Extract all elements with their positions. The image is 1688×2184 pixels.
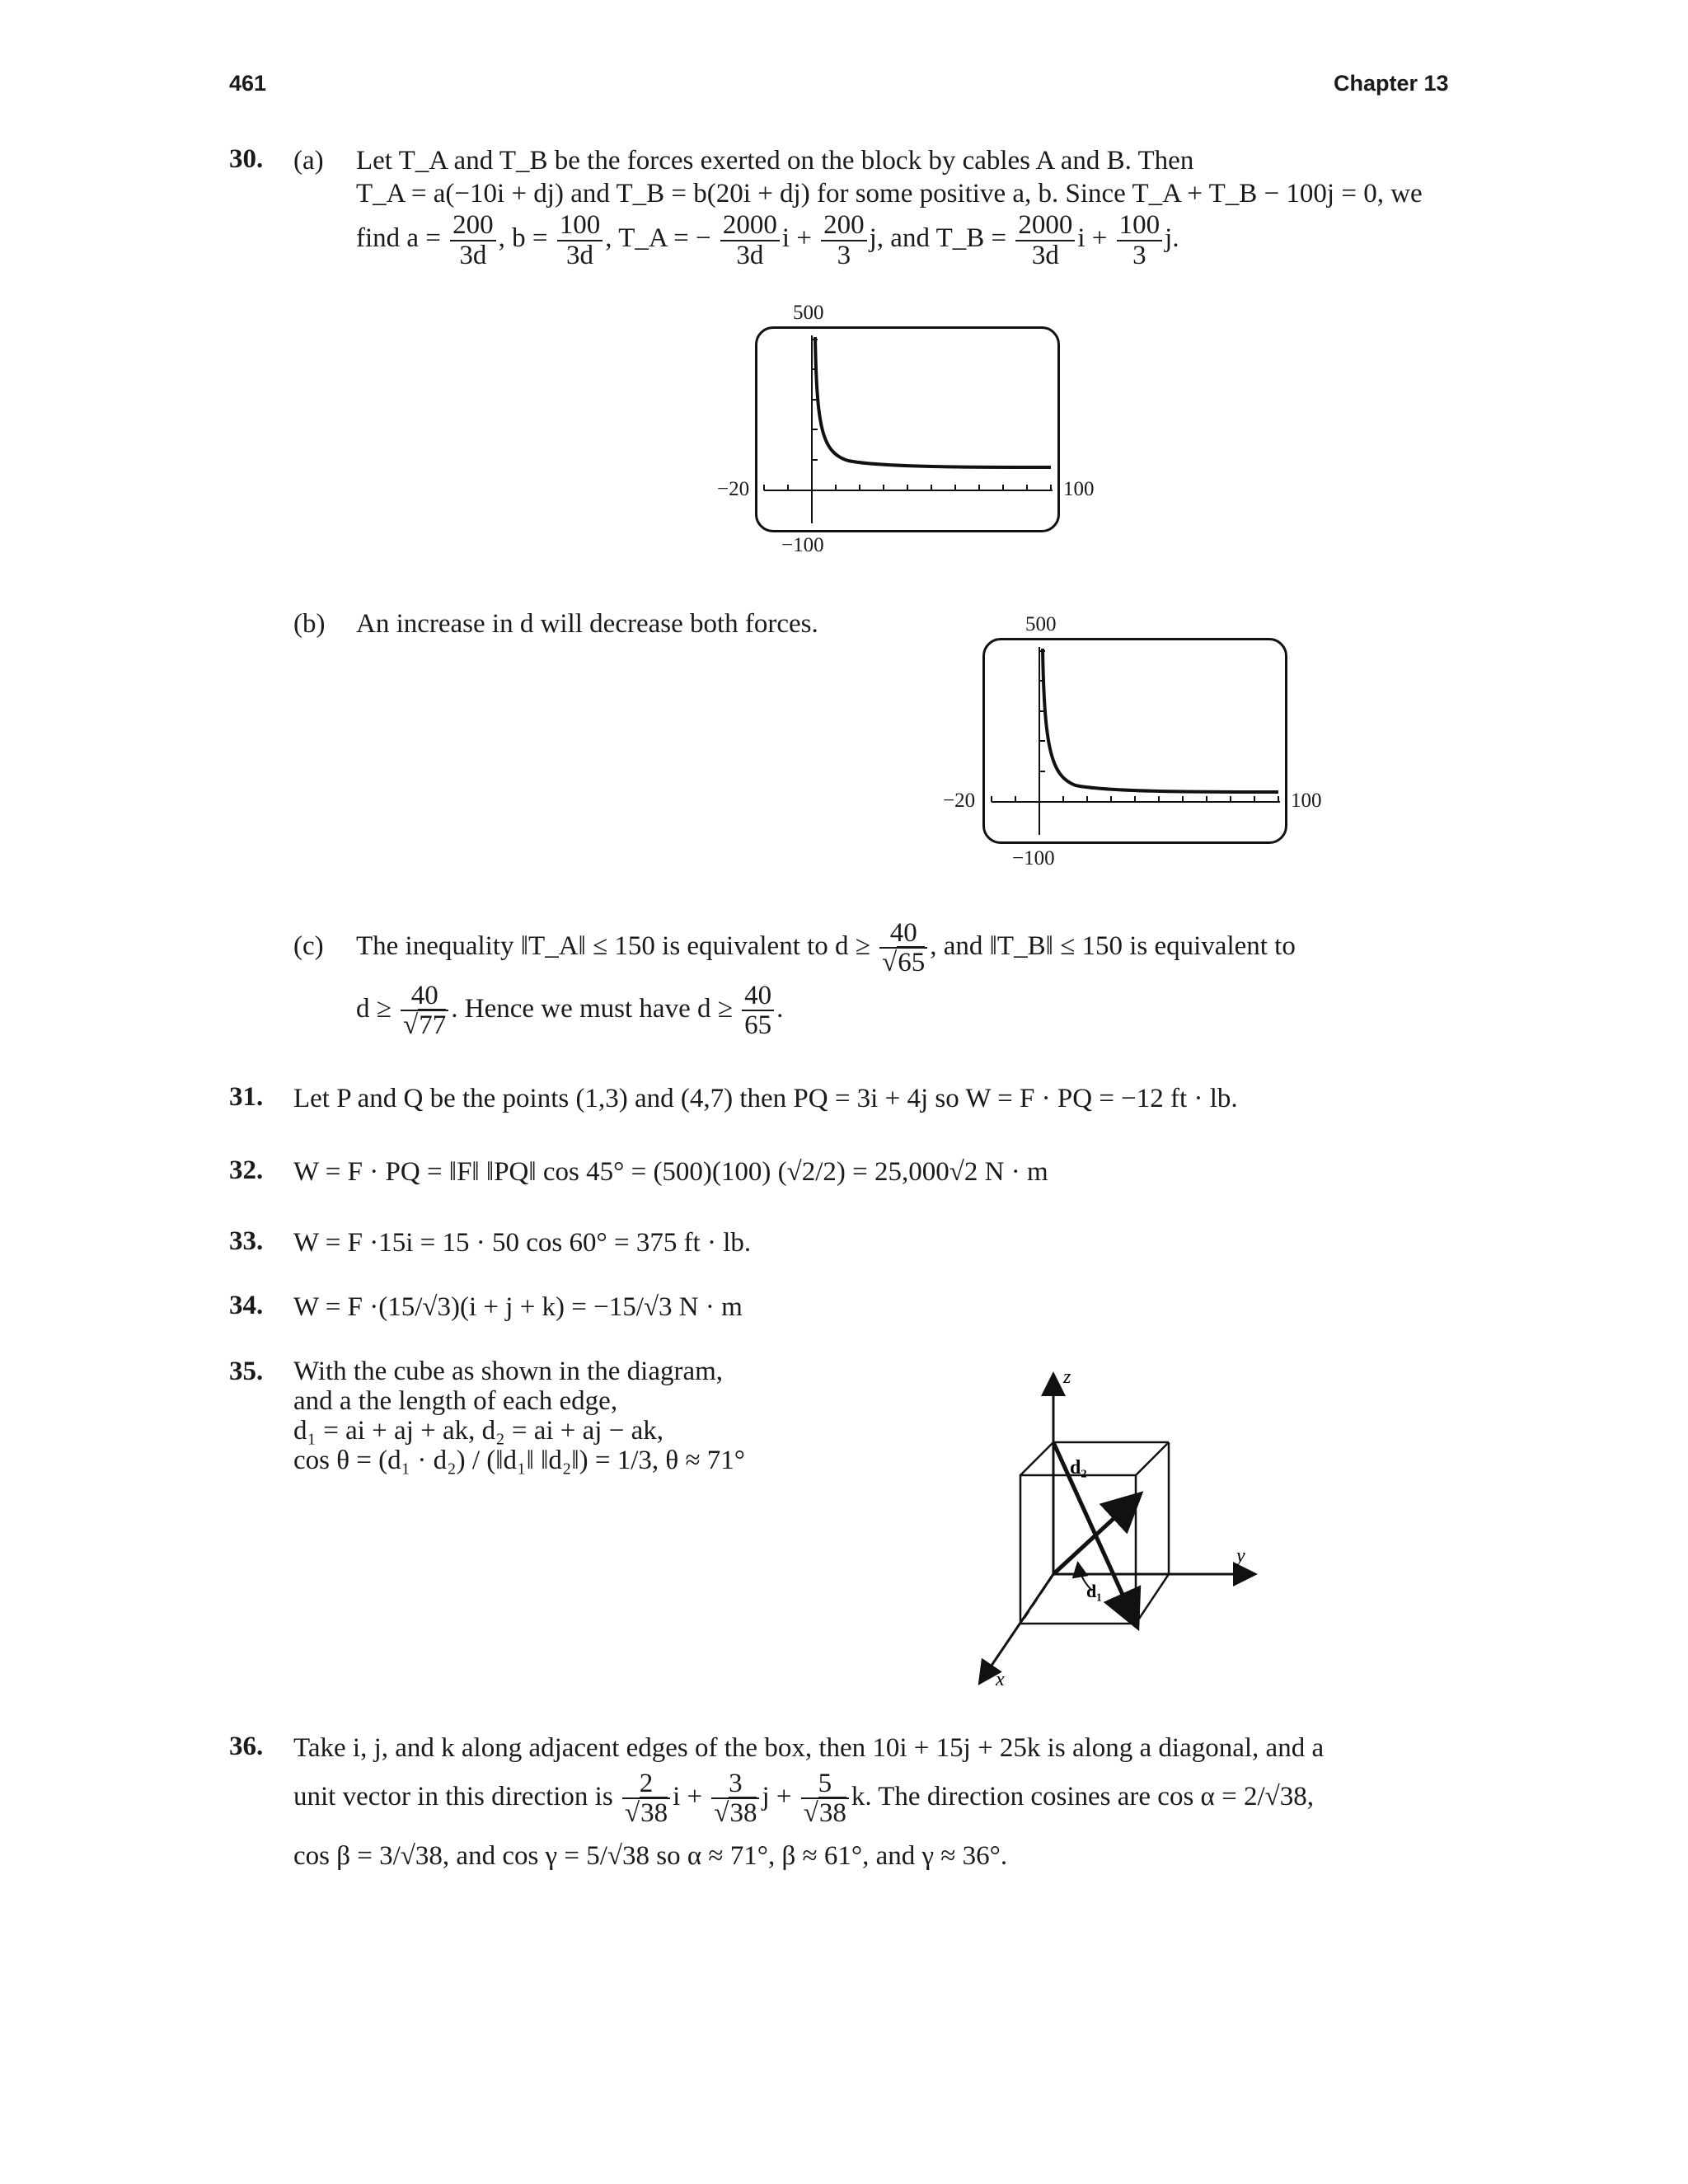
graph1-ymin-label: −100 [781,534,824,556]
denominator: √38 [622,1797,670,1828]
problem-35-line1: With the cube as shown in the diagram, [293,1357,724,1386]
x-label: x [996,1669,1005,1690]
denominator: 3 [1117,240,1163,270]
problem-31-number: 31. [229,1082,264,1112]
problem-30b-text: An increase in d will decrease both forces. [356,609,818,639]
cube-edge [1020,1442,1053,1475]
text: . [776,994,784,1024]
text: unit vector in this direction is [293,1782,613,1811]
denominator: √65 [879,947,927,977]
denominator: 3d [450,240,496,270]
text: find a = [356,223,441,254]
numerator: 100 [559,210,601,240]
fraction [450,211,496,269]
y-label: y [1236,1545,1245,1567]
text: d ≥ [356,994,392,1024]
text: , and ‖T_B‖ ≤ 150 is equivalent to [930,931,1296,961]
graph1-curve [815,337,1051,467]
cube-edge [1136,1574,1169,1624]
problem-36-line2 [293,1757,1314,1836]
text: , b = [498,223,548,254]
denominator: 65 [742,1010,774,1040]
problem-35-line2: and a the length of each edge, [293,1386,618,1416]
radicand: 38 [640,1798,668,1829]
problem-30a-line2: T_A = a(−10i + dj) and T_B = b(20i + dj) for some positive a, b. Since T_A + T_B − 100j = 0, we [356,179,1423,209]
problem-36-number: 36. [229,1732,264,1761]
text: , T_A = − [605,223,711,254]
graph2-ticks [992,651,1278,802]
radicand: 38 [818,1798,846,1829]
graph2-curve [1043,649,1278,792]
problem-35-line3: d₁ = ai + aj + ak, d₂ = ai + aj − ak, [293,1416,663,1446]
fraction [801,1769,849,1828]
graph2-xmin-label: −20 [943,790,976,812]
denominator: 3 [821,240,867,270]
text: j, and T_B = [869,223,1007,254]
radicand: 65 [898,948,926,978]
fraction [622,1769,670,1828]
graph1-ymax-label: 500 [793,302,824,324]
d1-label: d₁ [1086,1581,1102,1601]
denominator: 3d [720,240,780,270]
text: The inequality ‖T_A‖ ≤ 150 is equivalent to d ≥ [356,931,870,961]
denominator: 3d [557,240,603,270]
graph1-xmax-label: 100 [1063,478,1095,500]
problem-30c-label: (c) [293,931,324,961]
text: j + [762,1782,792,1811]
text: j. [1165,223,1179,254]
denominator: √77 [401,1010,448,1040]
numerator: 3 [729,1768,743,1798]
d2-label: d₂ [1070,1457,1087,1479]
graph1-plot [757,329,1057,530]
graph2-ymax-label: 500 [1025,613,1057,635]
problem-30a-label: (a) [293,146,324,176]
problem-30a-line1: Let T_A and T_B be the forces exerted on the block by cables A and B. Then [356,146,1194,176]
graph2-plot [985,640,1285,841]
numerator: 2000 [1018,210,1073,240]
radicand: 38 [729,1798,757,1829]
fraction [742,982,774,1040]
text: . Hence we must have d ≥ [451,994,733,1024]
problem-35-line4: cos θ = (d₁ · d₂) / (‖d₁‖ ‖d₂‖) = 1/3, θ ≈ 71° [293,1446,745,1475]
text: i + [781,223,812,254]
denominator: √38 [711,1797,759,1828]
problem-32-number: 32. [229,1155,264,1185]
problem-34-number: 34. [229,1291,264,1320]
numerator: 40 [744,980,772,1010]
graph2-screen [982,638,1287,844]
text: i + [1077,223,1108,254]
fraction [557,211,603,269]
fraction [711,1769,759,1828]
graph2-ymin-label: −100 [1012,847,1055,869]
denominator: √38 [801,1797,849,1828]
fraction [1117,211,1163,269]
numerator: 5 [818,1768,832,1798]
numerator: 2000 [722,210,777,240]
problem-32-text: W = F · PQ = ‖F‖ ‖PQ‖ cos 45° = (500)(100) (√2/2) = 25,000√2 N · m [293,1157,1048,1187]
text: k. The direction cosines are cos α = 2/√38, [851,1782,1314,1811]
page-number: 461 [229,71,267,96]
problem-33-text: W = F ·15i = 15 · 50 cos 60° = 375 ft · lb. [293,1228,752,1258]
cube-edge [1136,1442,1169,1475]
d1-vector [1053,1497,1137,1574]
problem-36-line1: Take i, j, and k along adjacent edges of the box, then 10i + 15j + 25k is along a diagonal, and a [293,1733,1325,1763]
graph1-screen [755,326,1060,532]
fraction [879,919,927,977]
problem-31-text: Let P and Q be the points (1,3) and (4,7) then PQ = 3i + 4j so W = F · PQ = −12 ft · lb. [293,1084,1238,1113]
fraction [401,982,448,1040]
graph2-xmax-label: 100 [1291,790,1322,812]
numerator: 200 [452,210,494,240]
problem-30-number: 30. [229,144,264,174]
problem-30c-line2 [356,971,783,1047]
cube-diagram [948,1352,1294,1714]
problem-30a-line3 [356,211,1179,269]
problem-30b-label: (b) [293,609,326,639]
problem-35-number: 35. [229,1357,264,1386]
fraction [1015,211,1075,269]
numerator: 100 [1118,210,1160,240]
fraction [720,211,780,269]
problem-36-line3: cos β = 3/√38, and cos γ = 5/√38 so α ≈ 71°, β ≈ 61°, and γ ≈ 36°. [293,1841,1008,1871]
numerator: 40 [889,917,917,948]
numerator: 2 [639,1768,654,1798]
numerator: 200 [823,210,865,240]
chapter-title: Chapter 13 [1334,71,1449,96]
problem-33-number: 33. [229,1226,264,1256]
numerator: 40 [410,980,438,1010]
text: i + [673,1782,703,1811]
radicand: 77 [419,1010,447,1041]
fraction [821,211,867,269]
z-label: z [1063,1366,1071,1388]
graph1-xmin-label: −20 [717,478,750,500]
problem-34-text: W = F ·(15/√3)(i + j + k) = −15/√3 N · m [293,1292,743,1322]
denominator: 3d [1015,240,1075,270]
